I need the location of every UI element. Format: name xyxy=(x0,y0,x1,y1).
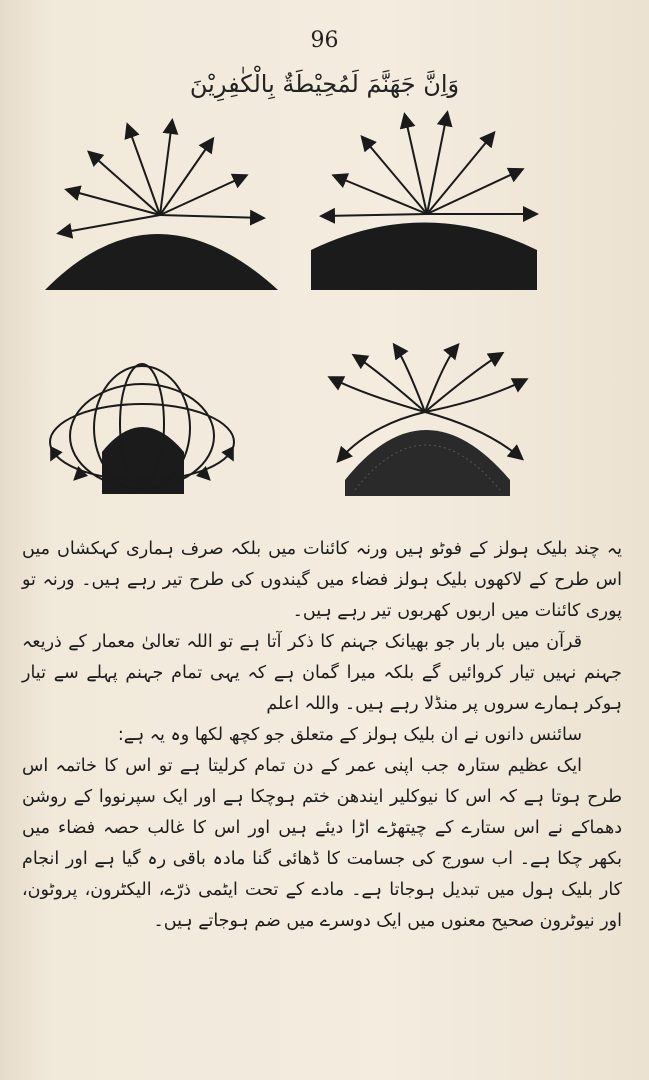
paragraph-black-hole-photos: یہ چند بلیک ہولز کے فوٹو ہیں ورنہ کائنات میں بلکہ صرف ہماری کہکشاں میں اس طرح کے لاکھوں بلیک ہولز فضاء میں گیندوں کی طرح تیر رہے ہیں۔ ورنہ تو پوری کائنات میں اربوں کھربوں تیر رہے ہیں۔ xyxy=(22,539,622,621)
paragraph-quran-hell: قرآن میں بار بار جو بھیانک جہنم کا ذکر آتا ہے تو اللہ تعالیٰ معمار کے ذریعہ جہنم نہیں تیار کروائیں گے بلکہ میرا گمان ہے کہ یہی تمام جہنم پہلے سے تیار ہوکر ہمارے سروں پر منڈلا رہے ہیں۔ واللہ اعلم xyxy=(22,632,622,714)
radiating-arrows-dome-left xyxy=(40,118,280,298)
radiating-arrows-dome-right xyxy=(305,110,545,295)
body-text xyxy=(22,534,622,937)
page-number: 96 xyxy=(310,28,339,53)
quran-verse-heading: وَاِنَّ جَهَنَّمَ لَمُحِيْطَةٌ بِالْكٰفِرِيْنَ xyxy=(189,70,460,98)
looping-field-lines-sphere xyxy=(42,362,242,497)
paragraph-star-collapse: ایک عظیم ستارہ جب اپنی عمر کے دن تمام کرلیتا ہے تو اس کا خاتمہ اس طرح ہوتا ہے کہ اس کا نیوکلیر ایندھن ختم ہوچکا ہے اور ایک سپرنووا کے روشن دھماکے نے اس ستارے کے چیتھڑے اڑا دیئے ہیں اور اس کا غالب حصہ فضاء میں بکھر چکا ہے۔ اب سورج کی جسامت کا ڈھائی گنا مادہ باقی رہ گیا ہے اور انجام کار بلیک ہول میں تبدیل ہوجاتا ہے۔ مادے کے تحت ایٹمی ذرّے، الیکٹرون، پروٹون، اور نیوٹرون صحیح معنوں میں ایک دوسرے میں ضم ہوجاتے ہیں۔ xyxy=(22,756,622,931)
paragraph-scientists-intro: سائنس دانوں نے ان بلیک ہولز کے متعلق جو کچھ لکھا وہ یہ ہے: xyxy=(117,725,582,745)
inward-curving-arrows-dome xyxy=(325,340,535,500)
